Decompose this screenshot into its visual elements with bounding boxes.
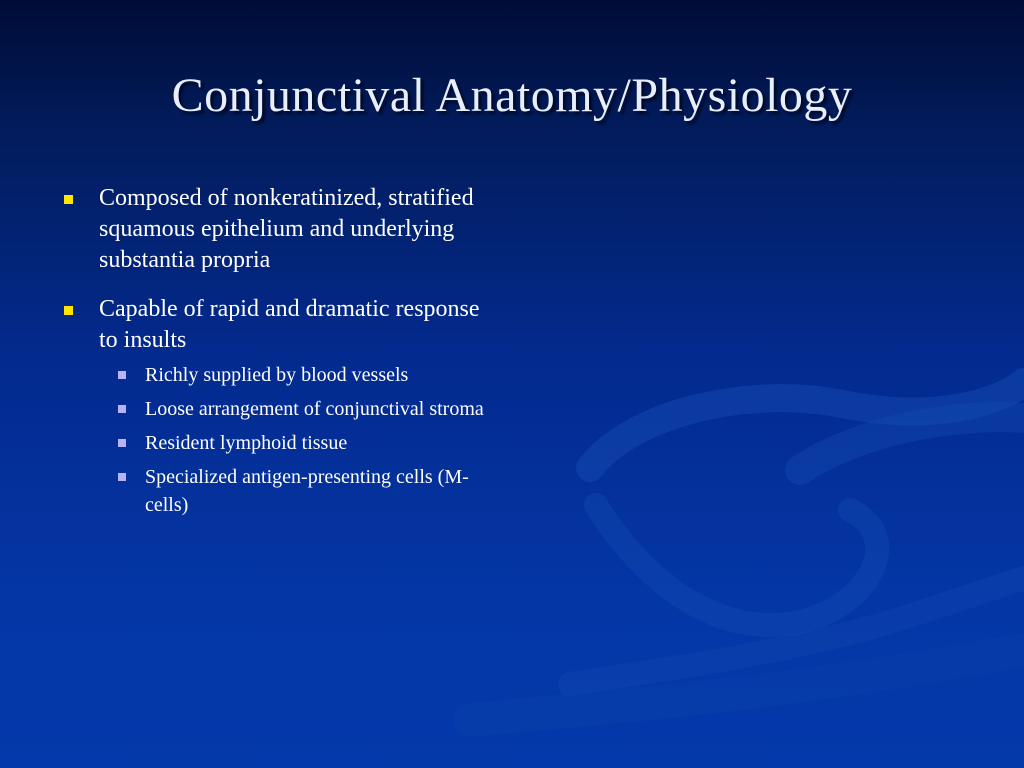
bullet-response-text: Capable of rapid and dramatic response to insults [99,296,480,353]
slide-title: Conjunctival Anatomy/Physiology [171,69,853,122]
small-square-bullet-icon [118,473,126,481]
sub-bullet-blood-vessels-text: Richly supplied by blood vessels [145,364,409,386]
main-bullet-list [58,183,503,537]
sub-bullet-antigen-cells-text: Specialized antigen-presenting cells (M-cells) [145,466,469,516]
square-bullet-icon [64,195,73,204]
square-bullet-icon [64,306,73,315]
sub-bullet-antigen-cells [104,463,503,519]
sub-bullet-lymphoid-tissue-text: Resident lymphoid tissue [145,432,348,454]
bullet-composition [58,183,503,276]
bullet-response [58,294,503,519]
small-square-bullet-icon [118,439,126,447]
sub-bullet-stroma [104,395,503,423]
sub-bullet-lymphoid-tissue [104,429,503,457]
small-square-bullet-icon [118,405,126,413]
sub-bullet-stroma-text: Loose arrangement of conjunctival stroma [145,398,484,420]
bullet-composition-text: Composed of nonkeratinized, stratified squamous epithelium and underlying substantia propria [99,185,474,273]
small-square-bullet-icon [118,371,126,379]
sub-bullet-blood-vessels [104,361,503,389]
response-sub-bullet-list [104,361,503,519]
